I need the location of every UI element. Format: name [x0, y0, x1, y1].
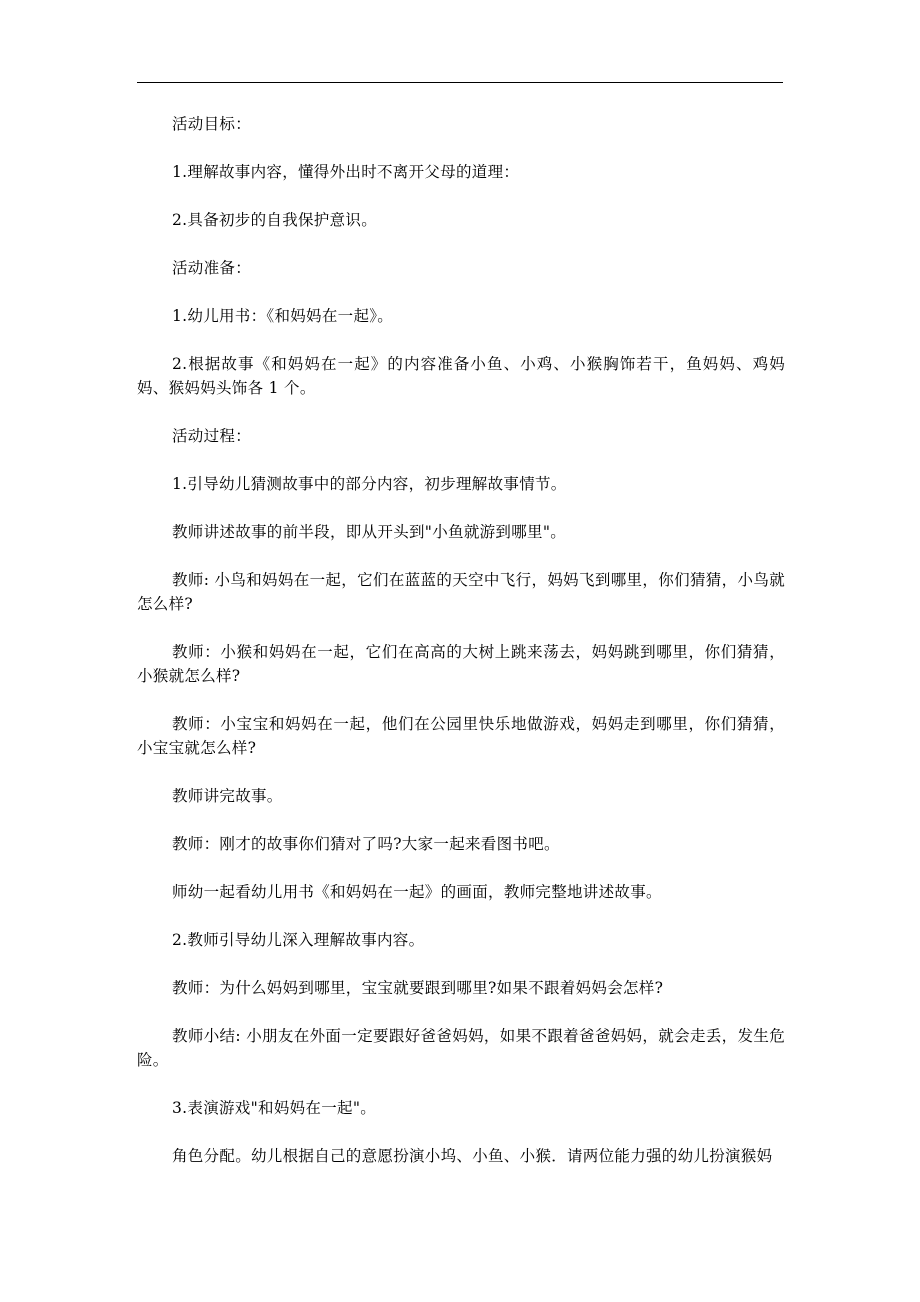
- paragraph-goal-1: 1.理解故事内容，懂得外出时不离开父母的道理：: [172, 163, 520, 181]
- paragraph-step-3: 3.表演游戏"和妈妈在一起"。: [172, 1099, 377, 1117]
- paragraph-teacher-guess: 教师：刚才的故事你们猜对了吗?大家一起来看图书吧。: [172, 835, 560, 853]
- paragraph-teacher-monkey: 教师：小猴和妈妈在一起，它们在高高的大树上跳来荡去，妈妈跳到哪里，你们猜猜，小猴就怎么样?: [137, 643, 785, 685]
- paragraph-prep-heading: 活动准备：: [172, 259, 252, 277]
- paragraph-story-finish: 教师讲完故事。: [172, 787, 283, 805]
- paragraph-goals-heading: 活动目标：: [172, 115, 252, 133]
- paragraph-teacher-bird: 教师: 小鸟和妈妈在一起，它们在蓝蓝的天空中飞行，妈妈飞到哪里，你们猜猜，小鸟就怎么样?: [137, 571, 785, 613]
- paragraph-read-together: 师幼一起看幼儿用书《和妈妈在一起》的画面，教师完整地讲述故事。: [172, 883, 662, 901]
- paragraph-step-1: 1.引导幼儿猜测故事中的部分内容，初步理解故事情节。: [172, 475, 567, 493]
- header-rule: [137, 82, 783, 83]
- paragraph-teacher-baby: 教师：小宝宝和妈妈在一起，他们在公园里快乐地做游戏，妈妈走到哪里，你们猜猜，小宝宝就怎么样?: [137, 715, 785, 757]
- paragraph-goal-2: 2.具备初步的自我保护意识。: [172, 211, 377, 229]
- paragraph-process-heading: 活动过程：: [172, 427, 252, 445]
- paragraph-prep-1: 1.幼儿用书：《和妈妈在一起》。: [172, 307, 394, 325]
- paragraph-teacher-why: 教师：为什么妈妈到哪里，宝宝就要跟到哪里?如果不跟着妈妈会怎样?: [172, 979, 664, 997]
- paragraph-step-1-intro: 教师讲述故事的前半段，即从开头到"小鱼就游到哪里"。: [172, 523, 567, 541]
- paragraph-prep-2: 2.根据故事《和妈妈在一起》的内容准备小鱼、小鸡、小猴胸饰若干，鱼妈妈、鸡妈妈、猴妈妈头饰各 1 个。: [137, 355, 785, 397]
- paragraph-step-2: 2.教师引导幼儿深入理解故事内容。: [172, 931, 425, 949]
- document-body: [137, 112, 785, 1192]
- paragraph-teacher-summary: 教师小结: 小朋友在外面一定要跟好爸爸妈妈，如果不跟着爸爸妈妈，就会走丢，发生危险。: [137, 1027, 785, 1069]
- paragraph-role-assignment: 角色分配。幼儿根据自己的意愿扮演小坞、小鱼、小猴．请两位能力强的幼儿扮演猴妈: [172, 1147, 773, 1165]
